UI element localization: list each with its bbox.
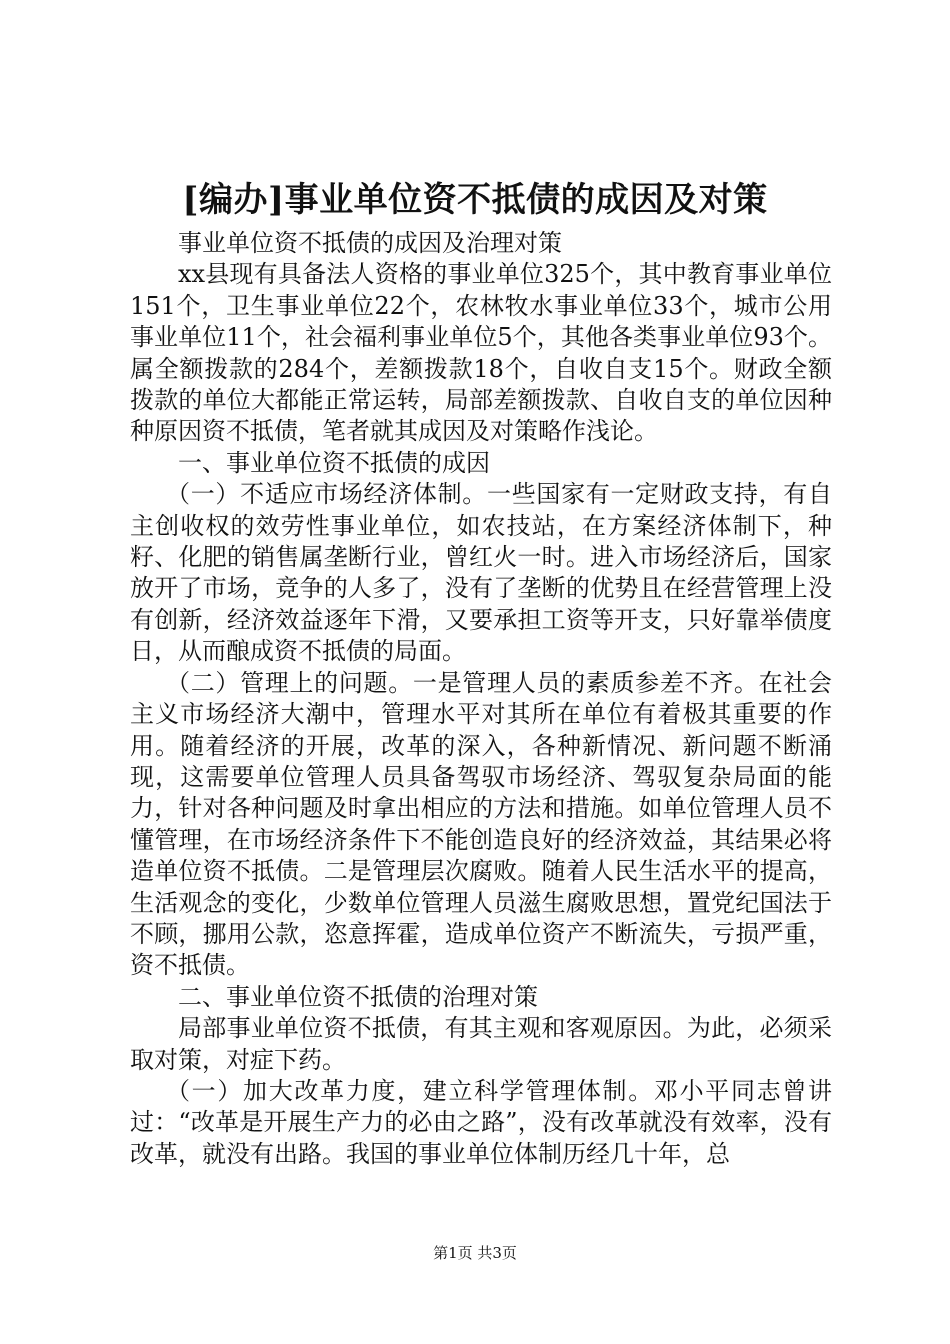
cause-paragraph-2: （二）管理上的问题。一是管理人员的素质参差不齐。在社会主义市场经济大潮中，管理水平对其所在单位有着极其重要的作用。随着经济的开展，改革的深入，各种新情况、新问题不断涌现，这需要单位管理人员具备驾驭市场经济、驾驭复杂局面的能力，针对各种问题及时拿出相应的方法和措施。如单位管理人员不懂管理，在市场经济条件下不能创造良好的经济效益，其结果必将造单位资不抵债。二是管理层次腐败。随着人民生活水平的提高，生活观念的变化，少数单位管理人员滋生腐败思想，置党纪国法于不顾，挪用公款，恣意挥霍，造成单位资产不断流失，亏损严重，资不抵债。 xyxy=(130,668,832,980)
document-title: [编办]事业单位资不抵债的成因及对策 xyxy=(182,180,768,220)
cause-paragraph-1: （一）不适应市场经济体制。一些国家有一定财政支持，有自主创收权的效劳性事业单位，如农技站，在方案经济体制下，种籽、化肥的销售属垄断行业，曾红火一时。进入市场经济后，国家放开了市场，竞争的人多了，没有了垄断的优势且在经营管理上没有创新，经济效益逐年下滑，又要承担工资等开支，只好靠举债度日，从而酿成资不抵债的局面。 xyxy=(130,480,832,666)
section-heading-causes: 一、事业单位资不抵债的成因 xyxy=(178,448,490,477)
measure-paragraph-1: （一）加大改革力度，建立科学管理体制。邓小平同志曾讲过：“改革是开展生产力的必由之路”，没有改革就没有效率，没有改革，就没有出路。我国的事业单位体制历经几十年，总 xyxy=(130,1076,832,1168)
measures-intro-paragraph: 局部事业单位资不抵债，有其主观和客观原因。为此，必须采取对策，对症下药。 xyxy=(130,1014,832,1074)
section-heading-measures: 二、事业单位资不抵债的治理对策 xyxy=(178,982,538,1011)
page-number-footer: 第1页 共3页 xyxy=(433,1244,517,1262)
subtitle-paragraph: 事业单位资不抵债的成因及治理对策 xyxy=(178,229,562,257)
intro-paragraph: xx县现有具备法人资格的事业单位325个，其中教育事业单位151个，卫生事业单位22个，农林牧水事业单位33个，城市公用事业单位11个，社会福利事业单位5个，其他各类事业单位93个。属全额拨款的284个，差额拨款18个，自收自支15个。财政全额拨款的单位大都能正常运转，局部差额拨款、自收自支的单位因种种原因资不抵债，笔者就其成因及对策略作浅论。 xyxy=(130,260,832,446)
document-body xyxy=(130,228,832,1170)
